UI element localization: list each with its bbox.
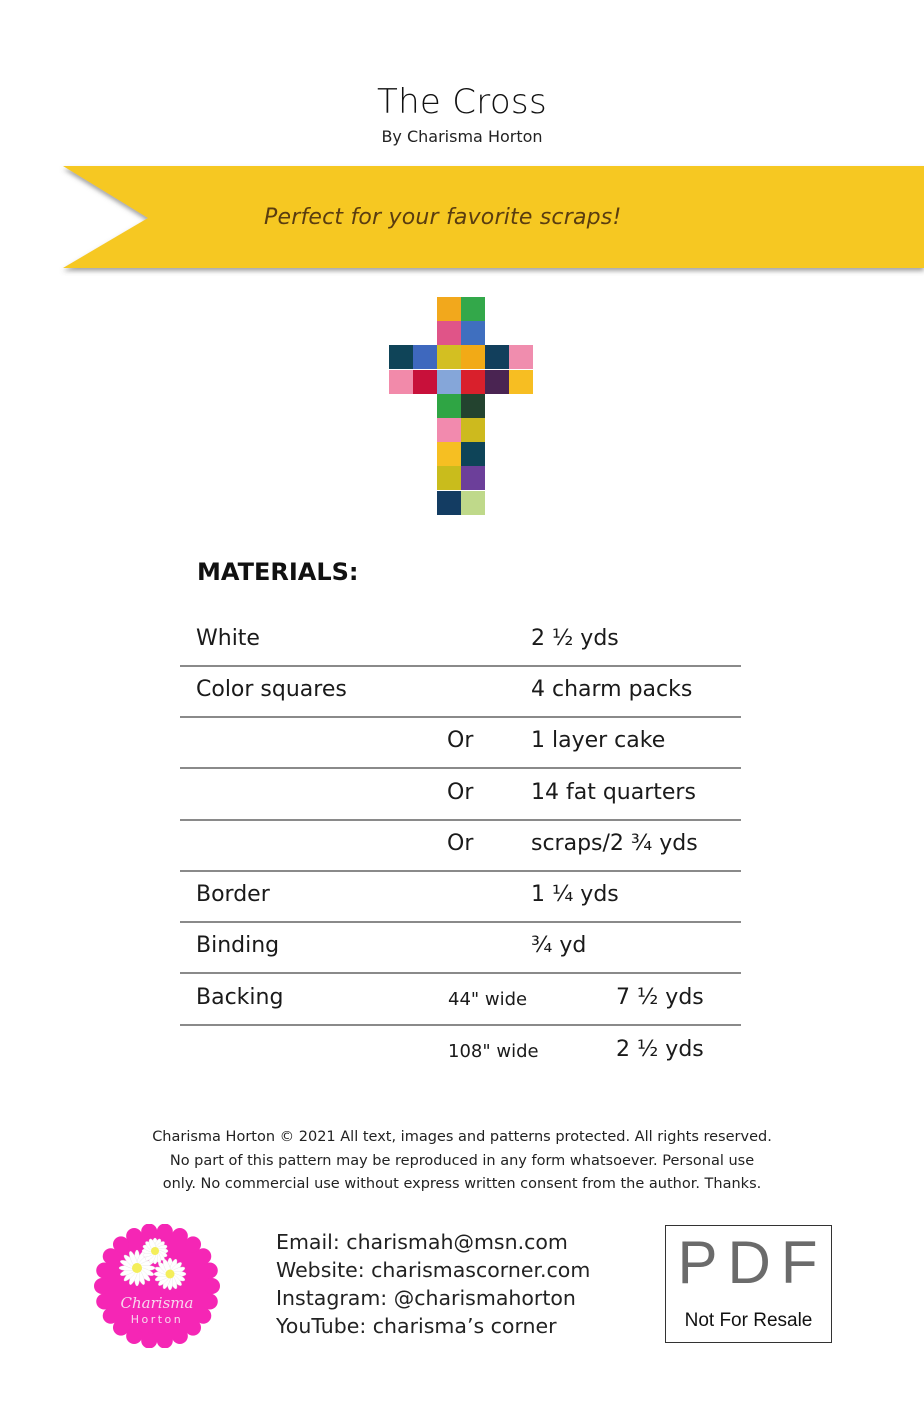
author-byline: By Charisma Horton xyxy=(381,127,543,146)
material-qty: scraps/2 ¾ yds xyxy=(531,831,698,856)
cross-quilt-image xyxy=(389,297,533,514)
quilt-square xyxy=(485,370,509,394)
copyright-line: Charisma Horton © 2021 All text, images and patterns protected. All rights reserved. xyxy=(152,1129,772,1145)
material-label: Color squares xyxy=(196,677,347,702)
quilt-square xyxy=(437,418,461,442)
quilt-square xyxy=(461,321,485,345)
material-or: Or xyxy=(447,831,474,856)
materials-row xyxy=(180,716,741,769)
material-qty: 1 layer cake xyxy=(531,728,666,753)
copyright-line: No part of this pattern may be reproduced in any form whatsoever. Personal use xyxy=(169,1152,755,1169)
material-qty: 2 ½ yds xyxy=(616,1037,704,1062)
quilt-square xyxy=(509,370,533,394)
quilt-square xyxy=(461,418,485,442)
contact-instagram[interactable]: Instagram: @charismahorton xyxy=(276,1286,576,1310)
materials-row xyxy=(180,665,741,718)
quilt-square xyxy=(437,297,461,321)
materials-row-backing xyxy=(180,1025,741,1076)
quilt-square xyxy=(413,370,437,394)
materials-heading: MATERIALS: xyxy=(197,558,359,586)
quilt-square xyxy=(389,370,413,394)
quilt-square xyxy=(437,370,461,394)
contact-website[interactable]: Website: charismascorner.com xyxy=(276,1258,591,1282)
quilt-square xyxy=(461,370,485,394)
pdf-label: PDF xyxy=(677,1229,828,1296)
materials-row xyxy=(180,921,741,974)
quilt-square xyxy=(461,442,485,466)
material-qty: 14 fat quarters xyxy=(531,780,696,805)
pdf-not-for-resale-badge xyxy=(665,1225,832,1343)
charisma-horton-logo xyxy=(91,1224,223,1348)
quilt-square xyxy=(509,345,533,369)
contact-info xyxy=(276,1228,590,1340)
quilt-square xyxy=(437,466,461,490)
quilt-square xyxy=(485,345,509,369)
material-qty: 1 ¼ yds xyxy=(531,882,619,907)
materials-row xyxy=(180,768,741,821)
materials-row xyxy=(180,614,741,667)
quilt-square xyxy=(461,345,485,369)
material-label: Binding xyxy=(196,933,280,958)
svg-text:Charisma: Charisma xyxy=(120,1294,194,1312)
quilt-square xyxy=(437,321,461,345)
material-or: Or xyxy=(447,728,474,753)
copyright-line: only. No commercial use without express written consent from the author. Thanks. xyxy=(162,1176,762,1192)
page-title: The Cross xyxy=(377,82,547,122)
svg-text:Horton: Horton xyxy=(130,1313,184,1326)
contact-email[interactable]: Email: charismah@msn.com xyxy=(276,1230,568,1254)
material-label: White xyxy=(196,626,260,651)
material-or: Or xyxy=(447,780,474,805)
quilt-square xyxy=(437,345,461,369)
not-for-resale-label: Not For Resale xyxy=(684,1310,813,1331)
quilt-square xyxy=(437,491,461,515)
quilt-square xyxy=(437,394,461,418)
material-qty: ¾ yd xyxy=(531,933,587,958)
copyright-notice xyxy=(0,1126,924,1197)
materials-row xyxy=(180,819,741,872)
backing-width: 44" wide xyxy=(448,989,528,1010)
quilt-square xyxy=(437,442,461,466)
quilt-square xyxy=(389,345,413,369)
materials-row xyxy=(180,870,741,923)
material-qty: 2 ½ yds xyxy=(531,626,619,651)
material-qty: 7 ½ yds xyxy=(616,985,704,1010)
tagline: Perfect for your favorite scraps! xyxy=(264,205,622,230)
quilt-square xyxy=(413,345,437,369)
material-label: Border xyxy=(196,882,270,907)
quilt-square xyxy=(461,466,485,490)
materials-row-backing xyxy=(180,973,741,1026)
contact-youtube[interactable]: YouTube: charisma’s corner xyxy=(276,1314,557,1338)
quilt-square xyxy=(461,297,485,321)
material-qty: 4 charm packs xyxy=(531,677,693,702)
quilt-square xyxy=(461,394,485,418)
quilt-square xyxy=(461,491,485,515)
material-label: Backing xyxy=(196,985,284,1010)
backing-width: 108" wide xyxy=(448,1041,539,1062)
